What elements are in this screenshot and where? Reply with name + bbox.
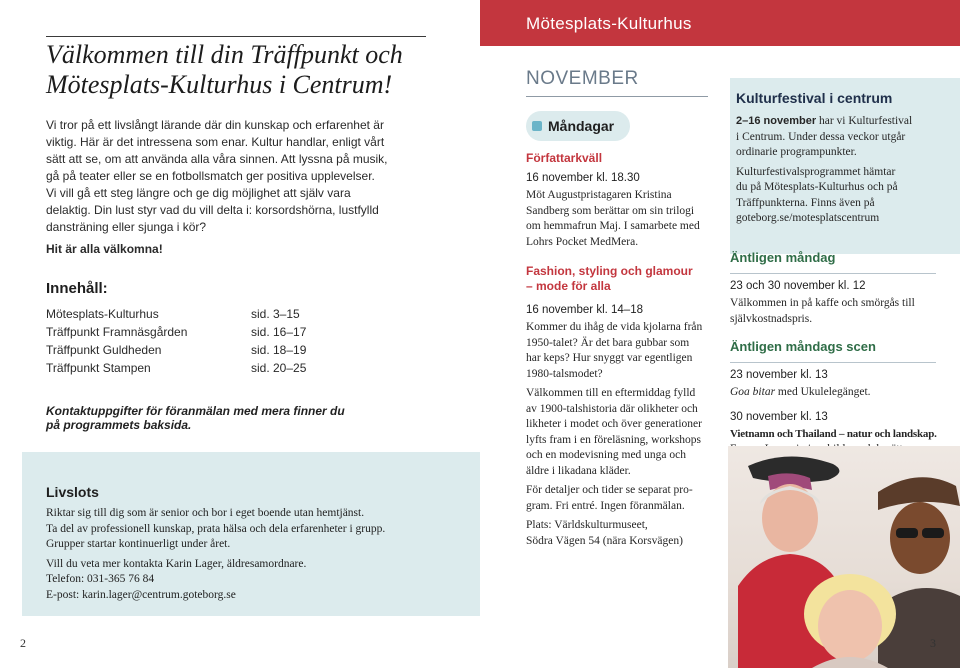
event-date: 23 och 30 november kl. 12 bbox=[730, 280, 866, 292]
day-pill-label: Måndagar bbox=[548, 118, 615, 134]
toc-row bbox=[46, 359, 346, 377]
month-rule bbox=[526, 96, 708, 97]
livslots-body bbox=[46, 506, 466, 607]
welcome-title-line: Mötesplats-Kulturhus i Centrum! bbox=[46, 70, 393, 99]
monday-section bbox=[730, 250, 940, 458]
event-title bbox=[526, 264, 706, 294]
contact-note bbox=[46, 404, 376, 432]
event-description bbox=[526, 320, 706, 382]
intro-line: delaktig. Din lust styr vad du vill delta i: korsordshörna, lustfylld bbox=[46, 203, 379, 217]
festival-line: har vi Kulturfestival bbox=[816, 115, 913, 127]
event-location bbox=[526, 518, 706, 549]
toc-entry-name: Träffpunkt Stampen bbox=[46, 361, 151, 375]
event-desc-line: Sandberg som berättar om sin trilogi bbox=[526, 204, 695, 217]
toc-entry-pages: sid. 18–19 bbox=[251, 343, 307, 357]
toc-entry-pages: sid. 3–15 bbox=[251, 307, 300, 321]
event-description bbox=[526, 386, 706, 479]
contact-note-line: på programmets baksida. bbox=[46, 418, 192, 432]
event-desc-line: äldre i likadana kläder. bbox=[526, 464, 631, 477]
event-desc-line: Välkommen in på kaffe och smörgås till bbox=[730, 297, 915, 309]
event-desc-line: om hemmafrun Maj. I samarbete med bbox=[526, 220, 700, 232]
livslots-line: Riktar sig till dig som är senior och bor i eget boende utan hemtjänst. bbox=[46, 507, 365, 519]
event-desc-line: och en modevisning med unga och bbox=[526, 449, 687, 461]
intro-line: viktig. Här är det intressena som enar. Kultur handlar, enligt vårt bbox=[46, 135, 385, 149]
event-desc-line: av 1900-talshistoria där olikheter och bbox=[526, 402, 698, 415]
day-pill bbox=[526, 111, 630, 141]
monday-title: Äntligen måndag bbox=[730, 250, 836, 265]
event-title-line: Fashion, styling och glamour bbox=[526, 264, 693, 278]
welcome-title bbox=[46, 40, 446, 100]
header-title: Mötesplats-Kulturhus bbox=[526, 14, 692, 33]
event-description bbox=[526, 188, 706, 250]
event-date: 16 november kl. 14–18 bbox=[526, 304, 643, 316]
intro-line: dansträning eller sjunga i kör? bbox=[46, 220, 207, 234]
event-description bbox=[730, 385, 940, 401]
livslots-title: Livslots bbox=[46, 484, 99, 500]
event-desc-line: självkostnadspris. bbox=[730, 312, 813, 325]
livslots-email: E-post: karin.lager@centrum.goteborg.se bbox=[46, 588, 236, 601]
intro-closing: Hit är alla välkomna! bbox=[46, 242, 163, 256]
event-title: Författarkväll bbox=[526, 151, 603, 165]
festival-dates: 2–16 november bbox=[736, 115, 817, 127]
toc-entry-pages: sid. 20–25 bbox=[251, 361, 307, 375]
festival-line: ordinarie programpunkter. bbox=[736, 146, 857, 158]
event-desc-line: har keps? Hur snyggt var egentligen bbox=[526, 352, 693, 364]
intro-line: gå på teater eller se en fotbollsmatch ger positiva upplevelser. bbox=[46, 169, 375, 183]
toc-title: Innehåll: bbox=[46, 280, 108, 297]
event-date: 16 november kl. 18.30 bbox=[526, 172, 640, 184]
event-date: 23 november kl. 13 bbox=[730, 369, 828, 381]
event-desc-line: gram. Fri entré. Ingen föranmälan. bbox=[526, 499, 685, 512]
page-number-right: 3 bbox=[930, 636, 936, 650]
header-band bbox=[480, 0, 960, 46]
festival-title: Kulturfestival i centrum bbox=[736, 90, 893, 106]
event-desc-line: Lohrs Pocket MedMera. bbox=[526, 235, 639, 248]
section-rule bbox=[730, 273, 936, 274]
intro-text bbox=[46, 117, 426, 258]
act-text: med Ukulelegänget. bbox=[775, 386, 871, 398]
festival-line: Kulturfestivalsprogrammet hämtar bbox=[736, 165, 896, 178]
seniors-photo bbox=[728, 446, 960, 668]
toc-entry-pages: sid. 16–17 bbox=[251, 325, 307, 339]
toc-row bbox=[46, 323, 346, 341]
right-page bbox=[480, 0, 960, 668]
seniors-photo-illustration bbox=[728, 446, 960, 668]
festival-line: i Centrum. Under dessa veckor utgår bbox=[736, 130, 906, 143]
toc-row bbox=[46, 341, 346, 359]
event-desc-line: Plats: Världskulturmuseet, bbox=[526, 519, 648, 531]
event-desc-line: Södra Vägen 54 (nära Korsvägen) bbox=[526, 534, 683, 547]
program-column bbox=[526, 68, 706, 549]
event-desc-line: Kommer du ihåg de vida kjolarna från bbox=[526, 321, 703, 333]
event-date: 30 november kl. 13 bbox=[730, 410, 828, 423]
event-title-line: – mode för alla bbox=[526, 279, 611, 293]
livslots-line: Grupper startar kontinuerligt under året. bbox=[46, 538, 231, 550]
event-desc-line: Välkommen till en eftermiddag fylld bbox=[526, 387, 696, 399]
event-description bbox=[730, 296, 940, 327]
festival-line: Träffpunkterna. Finns även på bbox=[736, 196, 875, 209]
table-of-contents bbox=[46, 280, 346, 377]
act-title: Vietnamn och Thailand – natur och landskap. bbox=[730, 427, 937, 440]
section-rule bbox=[730, 362, 936, 363]
toc-entry-name: Träffpunkt Guldheden bbox=[46, 343, 162, 357]
toc-entry-name: Mötesplats-Kulturhus bbox=[46, 307, 159, 321]
festival-text bbox=[736, 114, 930, 227]
month-heading: NOVEMBER bbox=[526, 68, 639, 89]
event-desc-line: 1980-talsmodet? bbox=[526, 367, 603, 380]
event-desc-line: Möt Augustpristagaren Kristina bbox=[526, 189, 672, 201]
monday-stage-title: Äntligen måndags scen bbox=[730, 339, 876, 354]
event-desc-line: lyfts fram i en föreläsning, workshops bbox=[526, 433, 702, 446]
event-desc-line: För detaljer och tider se separat pro- bbox=[526, 484, 693, 496]
top-rule bbox=[46, 36, 426, 37]
intro-line: Vi vill gå ett steg längre och ge dig möjlighet att själv vara bbox=[46, 186, 351, 200]
page-number-left: 2 bbox=[20, 636, 26, 650]
event-desc-line: likheter i modet och över generationer bbox=[526, 418, 702, 430]
festival-line: du på Mötesplats-Kulturhus och på bbox=[736, 181, 898, 193]
act-title: Goa bitar bbox=[730, 386, 776, 398]
event-description bbox=[526, 483, 706, 514]
contact-note-line: Kontaktuppgifter för föranmälan med mera finner du bbox=[46, 404, 345, 418]
livslots-phone: Telefon: 031-365 76 84 bbox=[46, 573, 155, 585]
intro-line: sätt att se, om att använda alla våra sinnen. Att lyssna på musik, bbox=[46, 152, 388, 166]
intro-line: Vi tror på ett livslångt lärande där din kunskap och erfarenhet är bbox=[46, 118, 384, 132]
square-bullet-icon bbox=[532, 121, 542, 131]
festival-link[interactable]: goteborg.se/motesplatscentrum bbox=[736, 212, 880, 224]
toc-row bbox=[46, 305, 346, 323]
festival-section bbox=[730, 90, 930, 227]
welcome-title-line: Välkommen till din Träffpunkt och bbox=[46, 40, 403, 69]
livslots-line: Ta del av professionell kunskap, prata hälsa och dela erfarenheter i grupp. bbox=[46, 522, 386, 535]
livslots-box bbox=[22, 452, 480, 616]
event-desc-line: 1950-talet? Är det bara gubbar som bbox=[526, 336, 690, 349]
livslots-line: Vill du veta mer kontakta Karin Lager, äldresamordnare. bbox=[46, 557, 307, 570]
toc-entry-name: Träffpunkt Framnäsgården bbox=[46, 325, 188, 339]
